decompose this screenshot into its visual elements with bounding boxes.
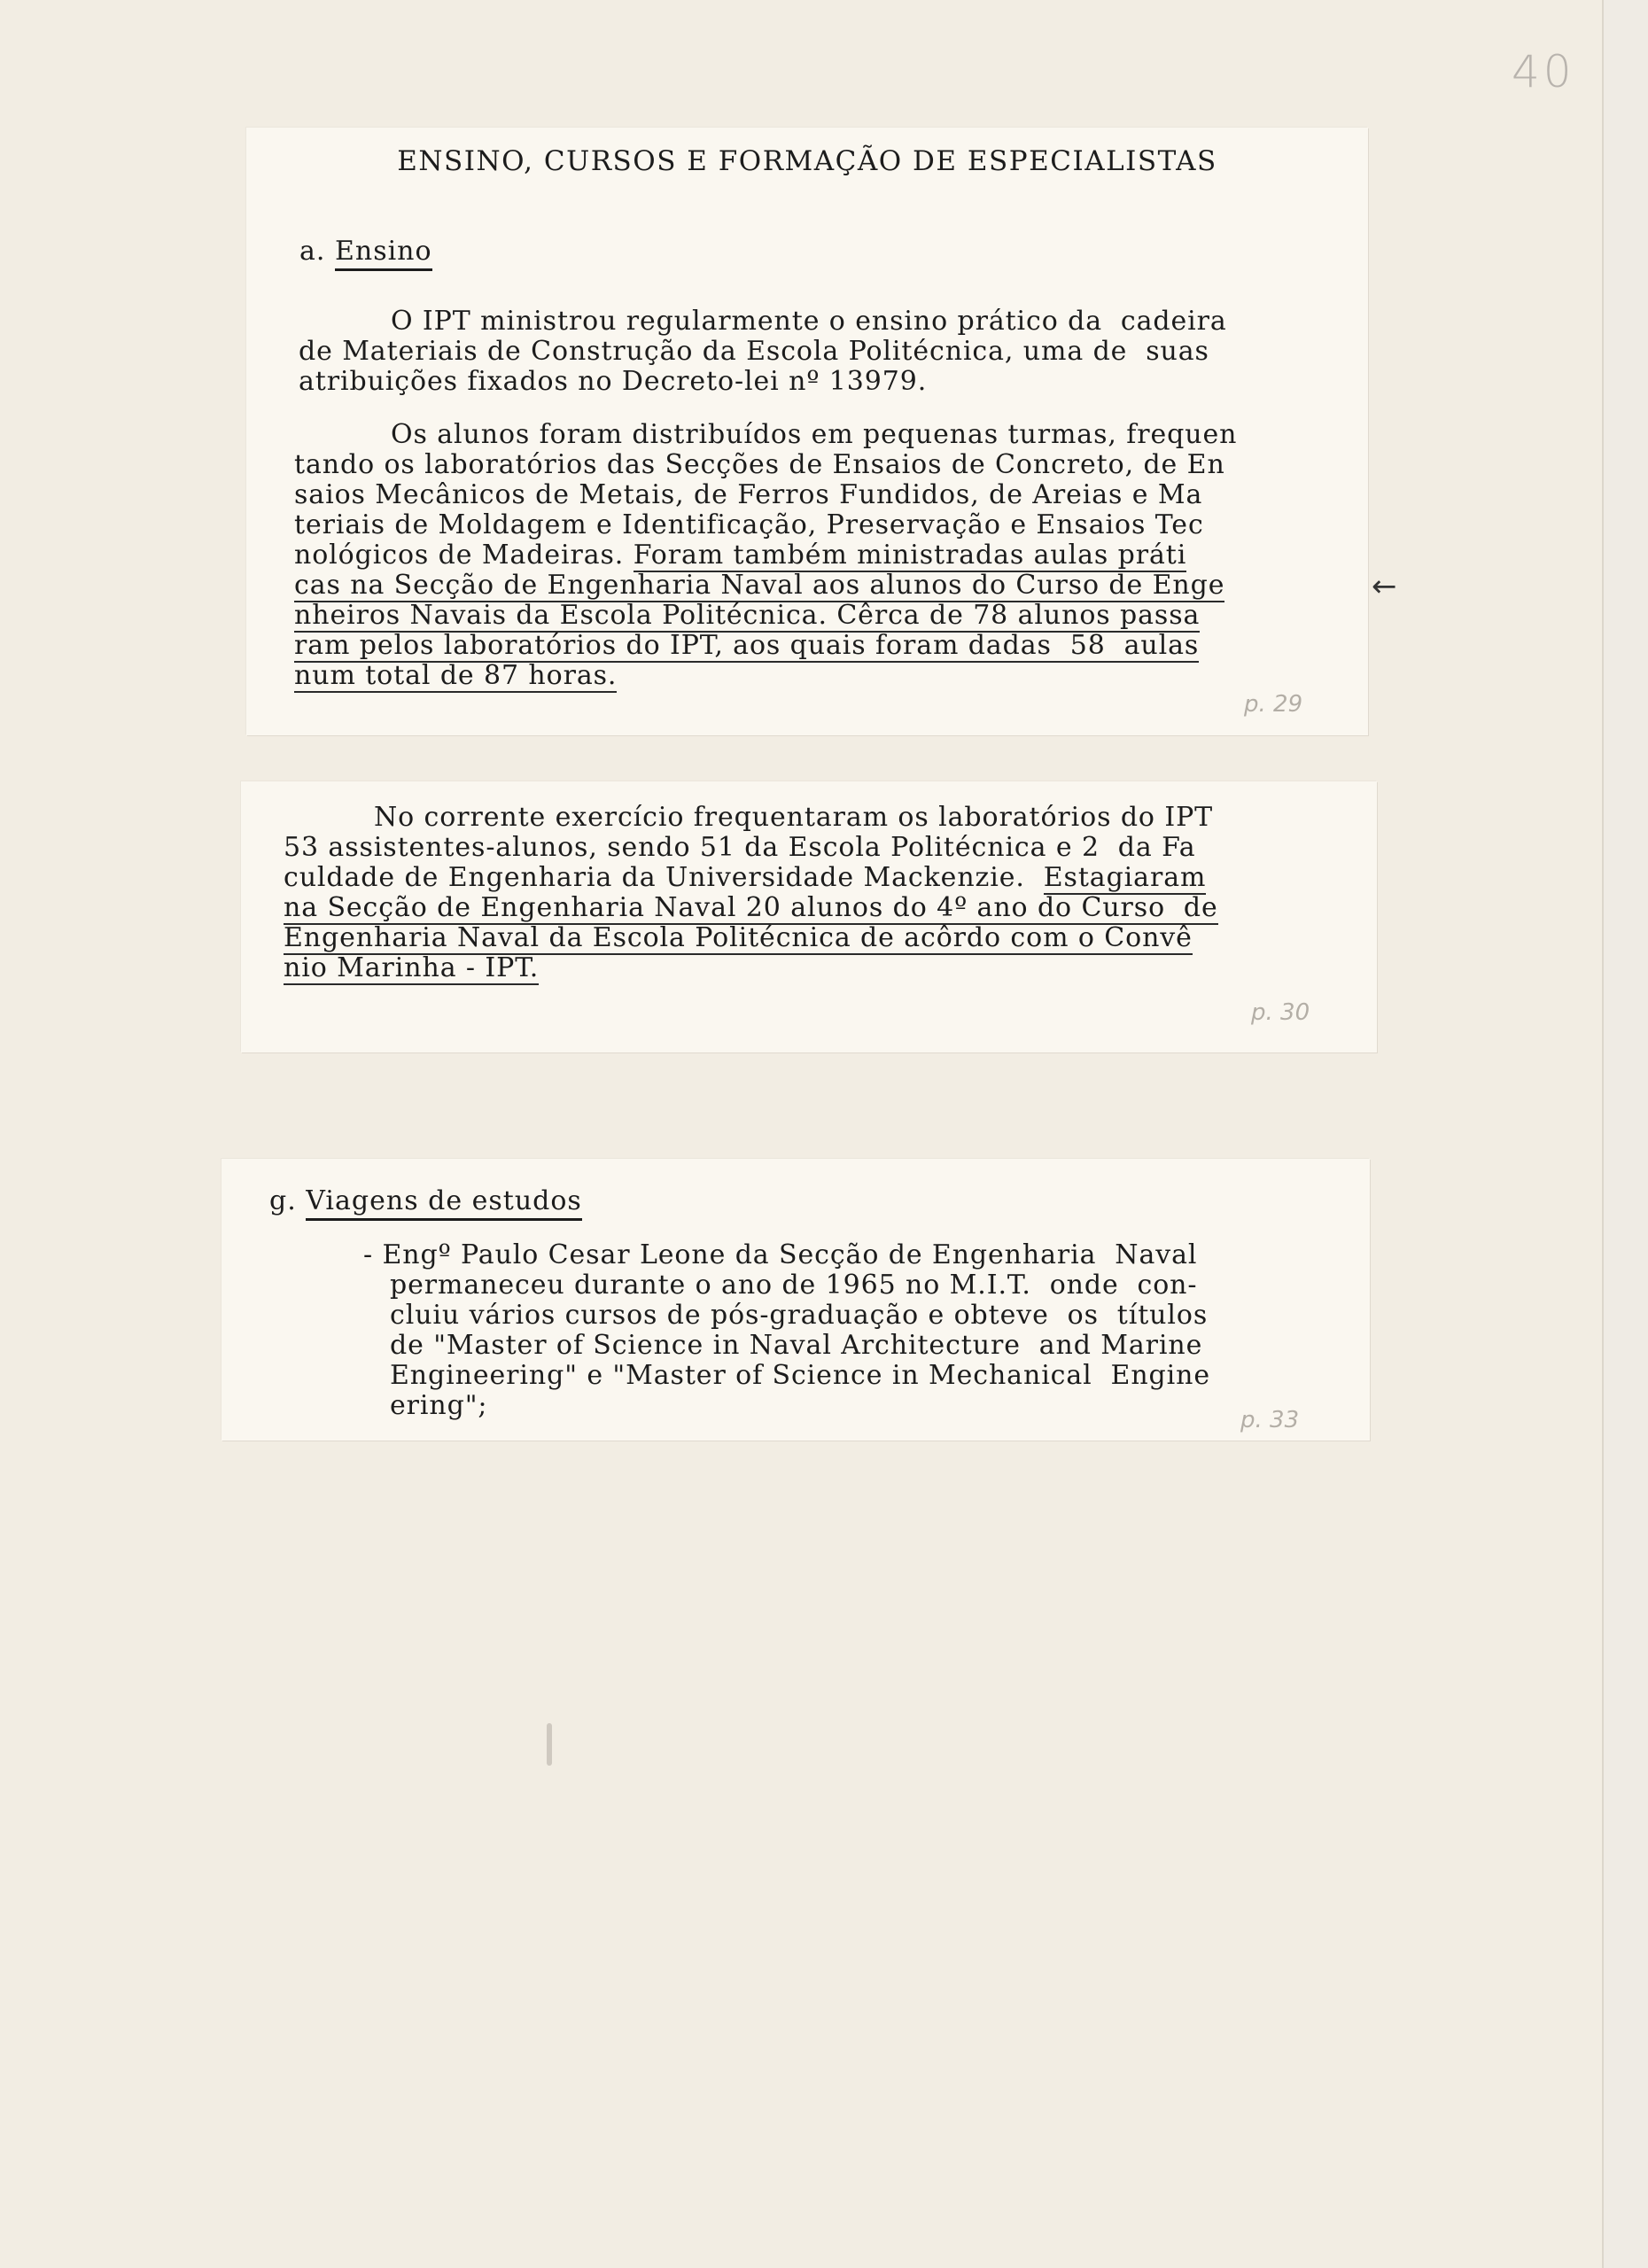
paragraph-line: 53 assistentes-alunos, sendo 51 da Escola Politécnica e 2 da Fa — [284, 832, 1196, 863]
subsection-prefix: g. — [269, 1185, 297, 1216]
page-reference: p. 33 — [1240, 1407, 1300, 1433]
paragraph-line — [284, 923, 1193, 953]
underlined-text: nio Marinha - IPT. — [284, 952, 540, 983]
underlined-text: cas na Secção de Engenharia Naval aos alunos do Curso de Enge — [294, 570, 1225, 601]
page-reference: p. 29 — [1244, 691, 1303, 718]
paragraph-line — [294, 540, 1186, 571]
paragraph-text: culdade de Engenharia da Universidade Mackenzie. — [284, 862, 1044, 893]
subsection-title-a — [299, 236, 432, 267]
page-reference: p. 30 — [1251, 999, 1310, 1026]
paragraph-line: Engineering" e "Master of Science in Mechanical Engine — [390, 1360, 1211, 1391]
paragraph-line: tando os laboratórios das Secções de Ensaios de Concreto, de En — [294, 449, 1225, 480]
paragraph-line: Os alunos foram distribuídos em pequenas turmas, frequen — [391, 419, 1238, 450]
paragraph-line: de Materiais de Construção da Escola Politécnica, uma de suas — [299, 336, 1209, 367]
paragraph-line: permaneceu durante o ano de 1965 no M.I.T. onde con- — [390, 1270, 1198, 1301]
underlined-text: na Secção de Engenharia Naval 20 alunos do 4º ano do Curso de — [284, 892, 1218, 923]
clipping-ensino — [246, 128, 1368, 735]
paragraph-line — [284, 953, 539, 983]
margin-arrow-mark: ← — [1372, 569, 1397, 604]
paragraph-line: ering"; — [390, 1390, 488, 1421]
subsection-title-g — [269, 1185, 582, 1216]
paragraph-line: atribuições fixados no Decreto-lei nº 13979. — [299, 366, 928, 397]
subsection-label: Viagens de estudos — [306, 1185, 582, 1221]
paragraph-line: de "Master of Science in Naval Architecture and Marine — [390, 1330, 1203, 1361]
underlined-text: ram pelos laboratórios do IPT, aos quais foram dadas 58 aulas — [294, 630, 1200, 661]
subsection-label: Ensino — [335, 236, 432, 271]
paragraph-line: No corrente exercício frequentaram os laboratórios do IPT — [374, 802, 1214, 833]
underlined-text: Estagiaram — [1043, 862, 1207, 893]
paragraph-line — [294, 661, 617, 691]
paper-speck — [547, 1723, 552, 1766]
paragraph-line — [284, 893, 1218, 923]
paragraph-line — [284, 863, 1206, 893]
paragraph-line — [294, 571, 1224, 601]
subsection-prefix: a. — [299, 236, 326, 267]
clipping-assistentes — [241, 781, 1377, 1052]
underlined-text: Engenharia Naval da Escola Politécnica de acôrdo com o Convê — [284, 922, 1193, 953]
underlined-text: num total de 87 horas. — [294, 660, 618, 691]
page-number: 40 — [1512, 46, 1575, 97]
paragraph-line: O IPT ministrou regularmente o ensino prático da cadeira — [391, 306, 1227, 337]
paragraph-line — [294, 601, 1200, 631]
section-heading: ENSINO, CURSOS E FORMAÇÃO DE ESPECIALISTAS — [397, 145, 1217, 177]
paragraph-line: teriais de Moldagem e Identificação, Preservação e Ensaios Tec — [294, 509, 1204, 540]
clipping-viagens — [222, 1159, 1370, 1441]
paragraph-line: - Engº Paulo Cesar Leone da Secção de Engenharia Naval — [363, 1239, 1198, 1270]
paragraph-line: cluiu vários cursos de pós-graduação e obteve os títulos — [390, 1300, 1209, 1331]
underlined-text: nheiros Navais da Escola Politécnica. Cêrca de 78 alunos passa — [294, 600, 1201, 631]
paragraph-line — [294, 631, 1199, 661]
paragraph-text: nológicos de Madeiras. — [294, 540, 634, 571]
underlined-text: Foram também ministradas aulas práti — [633, 540, 1187, 571]
paragraph-line: saios Mecânicos de Metais, de Ferros Fundidos, de Areias e Ma — [294, 479, 1203, 510]
